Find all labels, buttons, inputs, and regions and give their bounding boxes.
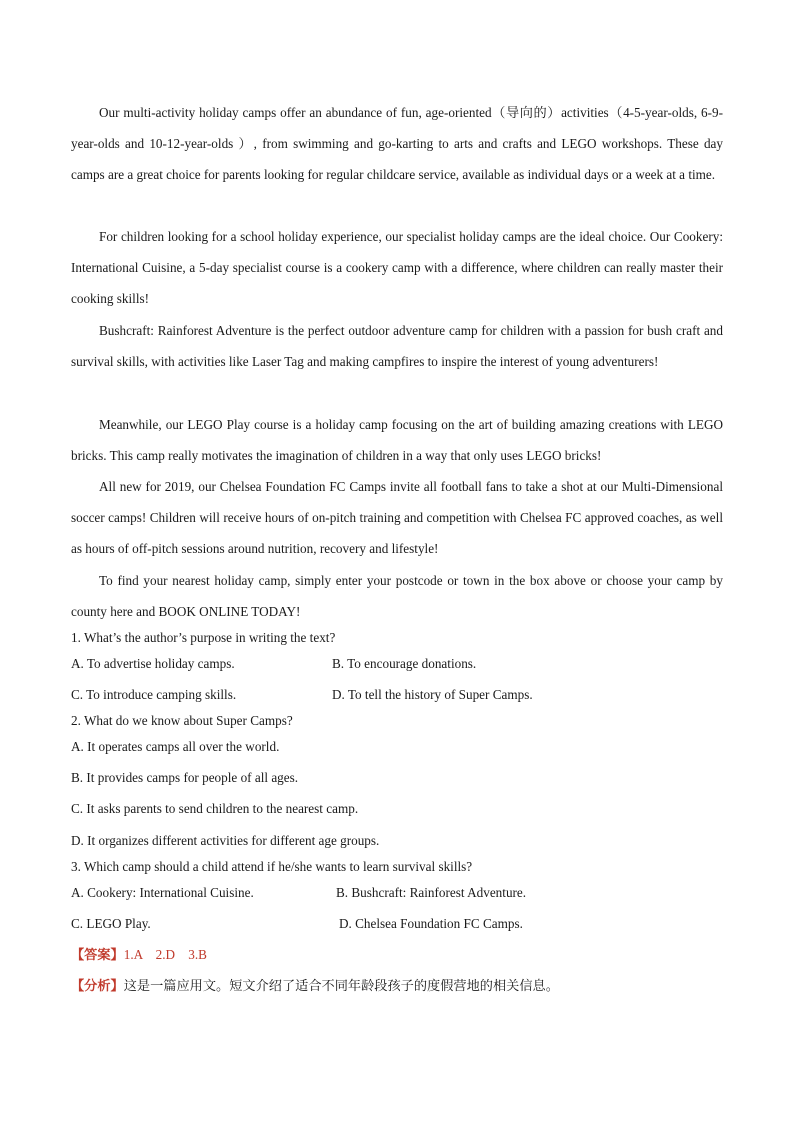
question-1-option-c: C. To introduce camping skills. — [71, 687, 237, 702]
question-2-option-b: B. It provides camps for people of all ages. — [71, 770, 299, 785]
passage-paragraph-1: Our multi-activity holiday camps offer an abundance of fun, age-oriented（导向的）activities（4-5-year-olds, 6-9-year-olds and 10-12-year-olds ）, from swimming and go-karting to arts and crafts and LEGO workshops. These day camps are a great choice for parents looking for regular childcare service, available as individual days or a week at a time. — [71, 105, 723, 183]
answer-line — [71, 946, 207, 964]
question-2-option-a: A. It operates camps all over the world. — [71, 739, 280, 754]
question-1-option-a: A. To advertise holiday camps. — [71, 656, 235, 671]
question-2-stem: 2. What do we know about Super Camps? — [71, 713, 293, 728]
answer-tag: 【答案】 — [71, 947, 124, 962]
question-3-stem: 3. Which camp should a child attend if he/she wants to learn survival skills? — [71, 859, 473, 874]
passage-paragraph-6: To find your nearest holiday camp, simply enter your postcode or town in the box above or choose your camp by county here and BOOK ONLINE TODAY! — [71, 573, 723, 620]
passage-paragraph-2: For children looking for a school holiday experience, our specialist holiday camps are the ideal choice. Our Cookery: International Cuisine, a 5-day specialist course is a cookery camp with a difference, where children can really master their cooking skills! — [71, 229, 723, 307]
question-1-stem: 1. What’s the author’s purpose in writing the text? — [71, 630, 336, 645]
question-3-option-d: D. Chelsea Foundation FC Camps. — [339, 916, 523, 931]
analysis-tag: 【分析】 — [71, 978, 124, 993]
passage-paragraph-3: Bushcraft: Rainforest Adventure is the perfect outdoor adventure camp for children with a passion for bush craft and survival skills, with activities like Laser Tag and making campfires to inspire the interest of young adventurers! — [71, 323, 723, 370]
analysis-line — [71, 977, 559, 995]
question-1-option-d: D. To tell the history of Super Camps. — [332, 687, 533, 702]
answer-text: 1.A 2.D 3.B — [123, 947, 207, 962]
question-1-option-b: B. To encourage donations. — [332, 656, 477, 671]
question-3-option-b: B. Bushcraft: Rainforest Adventure. — [336, 885, 527, 900]
passage-paragraph-4: Meanwhile, our LEGO Play course is a holiday camp focusing on the art of building amazing creations with LEGO bricks. This camp really motivates the imagination of children in a way that only uses LEGO bricks! — [71, 417, 723, 464]
question-3-option-a: A. Cookery: International Cuisine. — [71, 885, 254, 900]
analysis-text: 这是一篇应用文。短文介绍了适合不同年龄段孩子的度假营地的相关信息。 — [123, 978, 559, 993]
question-2-option-d: D. It organizes different activities for different age groups. — [71, 833, 380, 848]
question-2-option-c: C. It asks parents to send children to the nearest camp. — [71, 801, 359, 816]
question-3-option-c: C. LEGO Play. — [71, 916, 151, 931]
passage-paragraph-5: All new for 2019, our Chelsea Foundation FC Camps invite all football fans to take a shot at our Multi-Dimensional soccer camps! Children will receive hours of on-pitch training and competition with Chelsea FC approved coaches, as well as hours of off-pitch sessions around nutrition, recovery and lifestyle! — [71, 479, 723, 557]
